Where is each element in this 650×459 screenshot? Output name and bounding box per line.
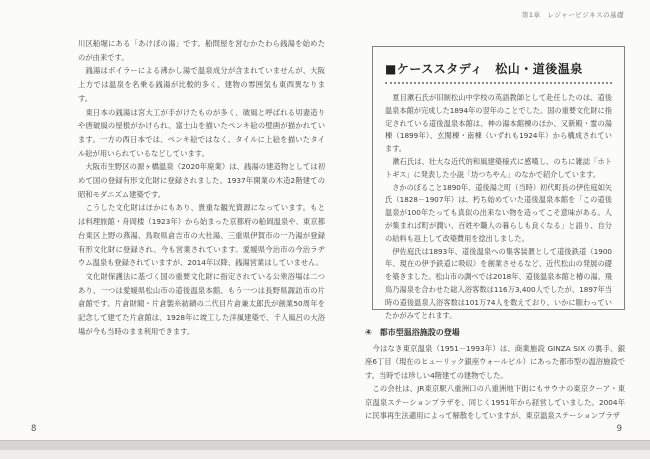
section-text [365,342,625,422]
section-heading: ④ 都市型温浴施設の登場 [365,328,460,337]
dotted-divider [385,82,612,84]
page-number-right: 9 [616,424,622,434]
paragraph: さかのぼること1890年、道後湯之町（当時）初代町長の伊佐庭如矢氏（1828－1907年）は、朽ち始めていた道後温泉本館を「この道後温泉が100年たっても真似の出来ない物を造ってこそ意味がある。人が集まれば町が潤い、百姓や職人の暮らしも良くなる」と語り、自分の給料も返上して改築費用を捻出しました。 [385,182,612,243]
section-urban-spa [365,327,625,422]
paragraph: 大阪市生野区の源ヶ橋温泉（2020年廃業）は、銭湯の建造物としては初めて国の登録有形文化財に登録されました。1937年開業の木造2階建ての昭和モダニズム建築です。 [78,162,325,199]
paragraph: 漱石氏は、壮大な近代的和風建築様式に感嘆し、のちに雑誌「ホトトギス」に発表した小説「坊つちやん」のなかで紹介しています。 [385,156,612,179]
paragraph: こうした文化財はほかにもあり、貴重な観光資源になっています。もとは料理旅館・舟岡楼（1923年）から始まった京都府の船岡温泉や、東京都台東区上野の燕湯、鳥取県倉吉市の大社湯、三重県伊賀市の一乃湯が登録有形文化財に登録され、今も営業されています。愛媛県今治市の今治ラヂウム温泉も登録されていますが、2014年以降、銭湯営業はしていません。 [78,203,325,268]
case-study-text [385,92,612,322]
left-page-text [78,37,325,338]
page-bottom-edge [0,440,650,450]
paragraph: 夏目漱石氏が旧制松山中学校の英語教師として赴任したのは、道後温泉本館が完成した1894年の翌年のことでした。国の重要文化財に指定されている道後温泉本館は、神の湯本館棟のほか、又新殿・霊の湯棟（1899年）、玄関棟・南棟（いずれも1924年）から構成されています。 [385,93,612,154]
case-study-title: ■ケーススタディ 松山・道後温泉 [385,62,583,76]
paragraph: この会社は、JR東京駅八重洲口の八重洲地下街にもサウナの東京クーア・東京温泉ステーションプラザを、同じく1951年から経営していました。2004年に民事再生法適用によって解散をしていますが、東京温泉ステーションプラザ [365,384,625,421]
paragraph: 川区船堀にある「あけぼの湯」です。船問屋を営むかたわら銭湯を始めたのが由来です。 [78,39,325,62]
chapter-header: 第1章 レジャービジネスの基礎 [521,11,624,19]
paragraph: 今はなき東京温泉（1951－1993年）は、商業施設 GINZA SIX の裏手、銀座6丁目（現在のヒューリック銀座ウォールビル）にあった都市型の温浴施設です。当時では珍しい4階建ての建物でした。 [365,344,625,380]
paragraph: 東日本の銭湯は宮大工が手がけたものが多く、破風と呼ばれる切妻造りや唐破風の屋根がかけられ、富士山を描いたペンキ絵の壁画が描かれています。一方の西日本では、ペンキ絵ではなく、タイルに上絵を描いたタイル絵が用いられているなどしています。 [78,107,325,158]
paragraph: 銭湯はボイラーによる沸かし湯で温泉成分が含まれていませんが、大阪上方では温泉を名乗る銭湯が比較的多く、建物の雰囲気も東西異なります。 [78,66,325,103]
case-study-box [372,46,625,320]
page-number-left: 8 [31,424,37,434]
paragraph: 伊佐庭氏は1893年、道後温泉への集客装置として道後鉄道（1900年、現在の伊予鉄道に吸収）を創業させるなど、近代松山の発展の礎を築きました。松山市の調べでは2018年、道後温泉本館と椿の湯、飛鳥乃湯泉を合わせた総入浴客数は116万3,400人でしたが、1897年当時の道後温泉入浴客数は101万74人を数えており、いかに賑わっていたかがみてとれます。 [385,246,612,320]
paragraph: 文化財保護法に基づく国の重要文化財に指定されている公衆浴場は二つあり、一つは愛媛県松山市の道後温泉本館、もう一つは長野県諏訪市の片倉館です。片倉財閥・片倉製糸紡績の二代目片倉兼太郎氏が創業50周年を記念して建てた片倉館は、1928年に竣工した洋風建築で、千人風呂の大浴場が今も当時のまま利用できます。 [78,271,325,336]
